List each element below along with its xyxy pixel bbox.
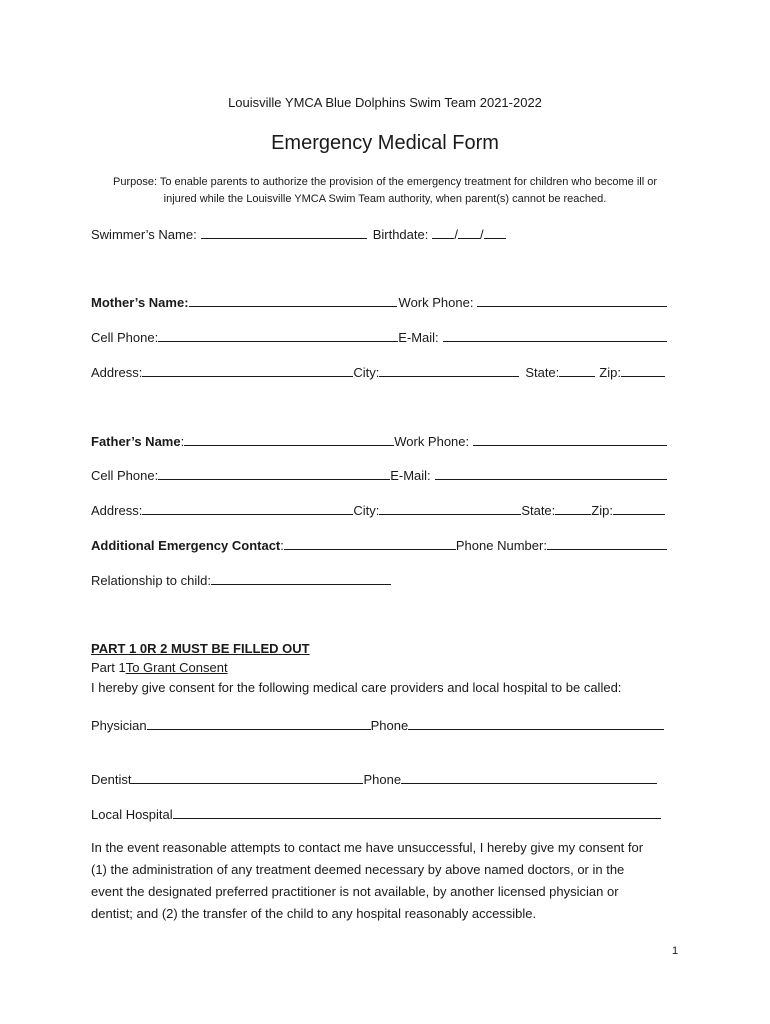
mother-address-label: Address: [91,365,143,380]
father-address-label: Address: [91,503,143,518]
dentist-phone-label: Phone [363,772,402,787]
mother-email-label: E-Mail: [398,330,439,345]
relationship-label: Relationship to child: [91,573,211,588]
dentist-label: Dentist [91,772,132,787]
mother-work-phone-label: Work Phone: [398,295,474,310]
mother-name-label: Mother’s Name: [91,295,189,310]
hospital-field[interactable] [173,806,661,819]
part-heading: PART 1 0R 2 MUST BE FILLED OUT [91,641,310,656]
mother-cell-row [91,329,667,345]
mother-name-row [91,294,667,310]
physician-field[interactable] [147,717,371,730]
consent-text-line: In the event reasonable attempts to contact me have unsuccessful, I hereby give my consent for [91,840,644,855]
father-work-phone-label: Work Phone: [394,434,470,449]
dentist-row [91,771,657,787]
father-cell-field[interactable] [158,467,390,480]
birthdate-slash: / [479,227,484,242]
father-zip-label: Zip: [591,503,613,518]
consent-intro: I hereby give consent for the following medical care providers and local hospital to be called: [91,680,622,695]
father-name-colon: : [180,434,185,449]
physician-row [91,717,664,733]
mother-city-label: City: [353,365,380,380]
relationship-row [91,572,391,588]
hospital-row [91,806,661,822]
physician-phone-label: Phone [370,718,409,733]
birthdate-slash: / [454,227,458,242]
part1-row [91,660,228,675]
swimmer-row [91,226,506,242]
additional-contact-label: Additional Emergency Contact [91,538,281,553]
additional-contact-colon: : [280,538,284,553]
father-name-field[interactable] [184,433,394,446]
part1-label: Part 1 [91,660,126,675]
birthdate-month-field[interactable] [432,226,454,239]
swimmer-name-field[interactable] [201,226,367,239]
mother-name-field[interactable] [189,294,397,307]
hospital-label: Local Hospital [91,807,173,822]
father-email-label: E-Mail: [390,468,431,483]
mother-city-field[interactable] [379,364,519,377]
birthdate-year-field[interactable] [484,226,506,239]
physician-label: Physician [91,718,147,733]
father-city-field[interactable] [379,502,521,515]
consent-paragraph [91,837,691,925]
relationship-field[interactable] [211,572,391,585]
mother-cell-field[interactable] [158,329,398,342]
org-title: Louisville YMCA Blue Dolphins Swim Team 2021-2022 [228,95,542,110]
birthdate-day-field[interactable] [458,226,480,239]
dentist-field[interactable] [131,771,363,784]
consent-text-line: event the designated preferred practitioner is not available, by another licensed physician or [91,884,619,899]
mother-zip-field[interactable] [621,364,665,377]
father-state-label: State: [521,503,556,518]
mother-state-label: State: [525,365,560,380]
additional-contact-field[interactable] [284,537,456,550]
additional-contact-row [91,537,667,553]
physician-phone-field[interactable] [408,717,664,730]
father-state-field[interactable] [555,502,591,515]
father-name-label: Father’s Name [91,434,181,449]
purpose-line-1: Purpose: To enable parents to authorize the provision of the emergency treatment for children who become ill or [113,176,657,188]
dentist-phone-field[interactable] [401,771,657,784]
father-name-row [91,433,667,449]
mother-state-field[interactable] [559,364,595,377]
mother-work-phone-field[interactable] [477,294,667,307]
additional-phone-field[interactable] [547,537,667,550]
swimmer-name-label: Swimmer’s Name: [91,227,197,242]
father-cell-row [91,467,667,483]
mother-cell-label: Cell Phone: [91,330,159,345]
purpose-line-2: injured while the Louisville YMCA Swim Team authority, when parent(s) cannot be reached. [163,193,607,205]
father-city-label: City: [353,503,380,518]
father-work-phone-field[interactable] [473,433,667,446]
consent-text-line: dentist; and (2) the transfer of the child to any hospital reasonably accessible. [91,906,537,921]
father-cell-label: Cell Phone: [91,468,159,483]
form-title: Emergency Medical Form [271,132,499,154]
mother-email-field[interactable] [443,329,667,342]
additional-phone-label: Phone Number: [455,538,547,553]
father-address-field[interactable] [142,502,353,515]
birthdate-label: Birthdate: [372,227,429,242]
father-email-field[interactable] [435,467,667,480]
mother-address-row [91,364,665,380]
part1-title: To Grant Consent [125,660,228,675]
mother-zip-label: Zip: [599,365,621,380]
father-address-row [91,502,665,518]
father-zip-field[interactable] [613,502,665,515]
consent-text-line: (1) the administration of any treatment deemed necessary by above named doctors, or in the [91,862,625,877]
mother-address-field[interactable] [142,364,353,377]
page-number: 1 [672,945,679,957]
